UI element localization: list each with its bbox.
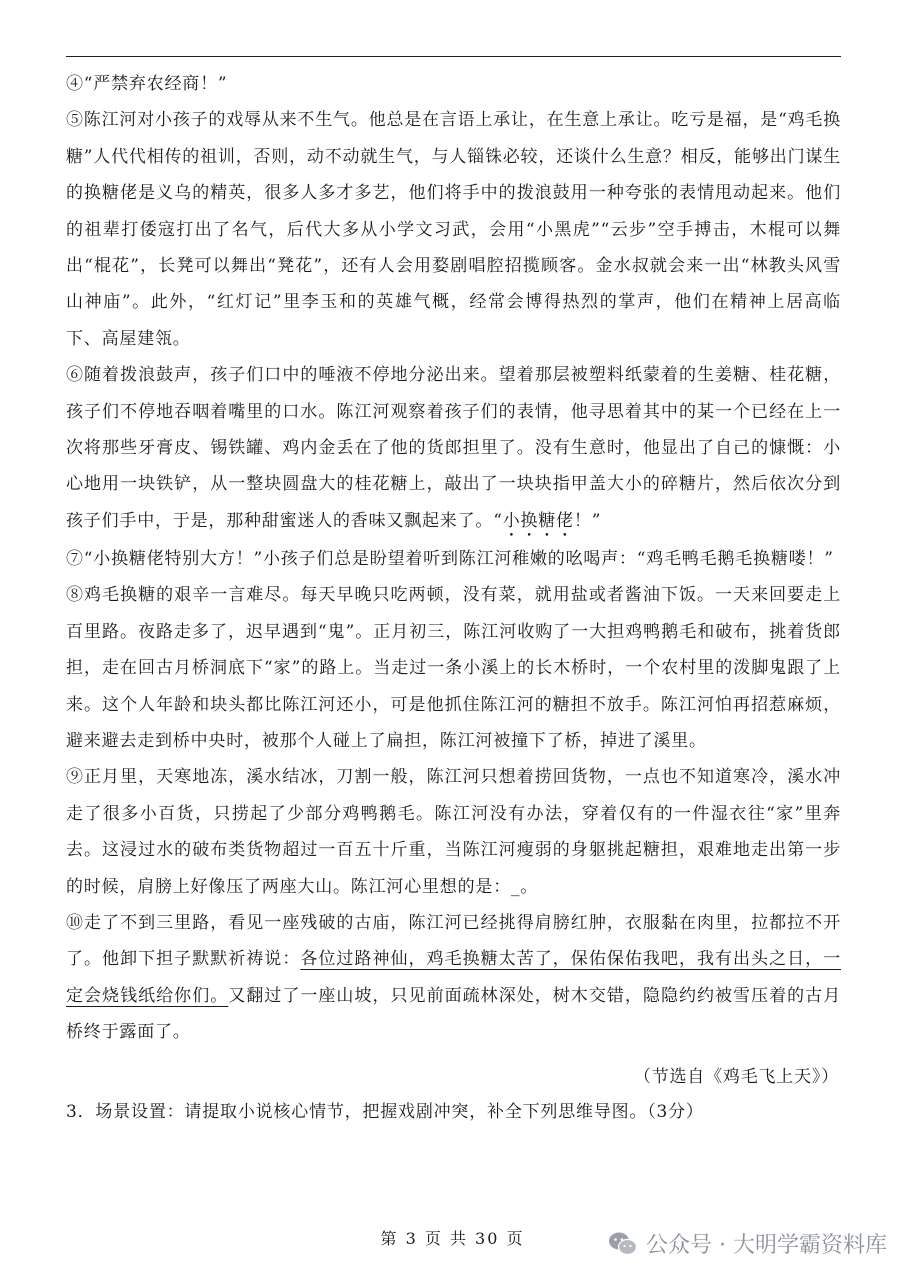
source-note: （节选自《鸡毛飞上天》） bbox=[633, 1067, 839, 1087]
paragraph-10-start: ⑩走了不到三里路，看见一座残破的古庙，陈江河已经挑得肩膀红肿，衣服黏在肉里，拉都拉不开了。他卸下担子默默祈祷说： bbox=[66, 912, 841, 970]
paragraph-7: ⑦“小换糖佬特别大方！”小孩子们总是盼望着听到陈江河稚嫩的吆喝声：“鸡毛鸭毛鹅毛换糖喽！” bbox=[66, 548, 834, 569]
watermark-text: 公众号 · 大明学霸资料库 bbox=[646, 1233, 887, 1258]
paragraph-10 bbox=[66, 905, 841, 1051]
paragraph-6-emphasis: 小换糖佬 bbox=[502, 510, 574, 531]
wechat-icon bbox=[608, 1231, 638, 1257]
top-rule bbox=[66, 56, 841, 57]
paragraph-9: ⑨正月里，天寒地冻，溪水结冰，刀割一般，陈江河只想着捞回货物，一点也不知道寒冷，溪水冲走了很多小百货，只捞起了少部分鸡鸭鹅毛。陈江河没有办法，穿着仅有的一件湿衣往“家”里奔去。这浸过水的破布类货物超过一百五十斤重，当陈江河瘦弱的身躯挑起糖担，艰难地走出第一步的时候，肩膀上好像压了两座大山。陈江河心里想的是：_。 bbox=[66, 767, 841, 897]
paragraph-4: ④“严禁弃农经商！” bbox=[66, 74, 228, 94]
paragraph-6 bbox=[66, 357, 841, 541]
paragraph-10-end: 又翻过了一座山坡，只见前面疏林深处，树木交错，隐隐约约被雪压着的古月桥终于露面了。 bbox=[66, 985, 842, 1043]
paragraph-6-end: ！” bbox=[573, 510, 602, 531]
article-body bbox=[66, 66, 841, 1051]
paragraph-5: ⑤陈江河对小孩子的戏辱从来不生气。他总是在言语上承让，在生意上承让。吃亏是福，是“鸡毛换糖”人代代相传的祖训，否则，动不动就生气，与人锱铢必较，还谈什么生意？相反，能够出门谋生的换糖佬是义乌的精英，很多人多才多艺，他们将手中的拨浪鼓用一种夸张的表情甩动起来。他们的祖辈打倭寇打出了名气，后代大多从小学文习武，会用“小黑虎”“云步”空手搏击，木棍可以舞出“棍花”，长凳可以舞出“凳花”，还有人会用婺剧唱腔招揽顾客。金水叔就会来一出“林教头风雪山神庙”。此外，“红灯记”里李玉和的英雄气概，经常会博得热烈的掌声，他们在精神上居高临下、高屋建瓴。 bbox=[66, 110, 841, 349]
watermark bbox=[608, 1228, 887, 1259]
paragraph-10-underlined: 各位过路神仙，鸡毛换糖太苦了，保佑保佑我吧，我有出头之日，一定会烧钱纸给你们。 bbox=[66, 949, 841, 1006]
page-number: 第 3 页 共 30 页 bbox=[380, 1229, 525, 1248]
question-3: 3．场景设置：请提取小说核心情节，把握戏剧冲突，补全下列思维导图。（3分） bbox=[66, 1102, 704, 1122]
paragraph-6-main: ⑥随着拨浪鼓声，孩子们口中的唾液不停地分泌出来。望着那层被塑料纸蒙着的生姜糖、桂花糖，孩子们不停地吞咽着嘴里的口水。陈江河观察着孩子们的表情，他寻思着其中的某一个已经在上一次将那些牙膏皮、锡铁罐、鸡内金丢在了他的货郎担里了。没有生意时，他显出了自己的慷慨：小心地用一块铁铲，从一整块圆盘大的桂花糖上，敲出了一块块指甲盖大小的碎糖片，然后依次分到孩子们手中，于是，那种甜蜜迷人的香味又飘起来了。“ bbox=[66, 365, 841, 531]
paragraph-8: ⑧鸡毛换糖的艰辛一言难尽。每天早晚只吃两顿，没有菜，就用盐或者酱油下饭。一天来回要走上百里路。夜路走多了，迟早遇到“鬼”。正月初三，陈江河收购了一大担鸡鸭鹅毛和破布，挑着货郎担，走在回古月桥洞底下“家”的路上。当走过一条小溪上的长木桥时，一个农村里的泼脚鬼跟了上来。这个人年龄和块头都比陈江河还小，可是他抓住陈江河的糖担不放手。陈江河怕再招惹麻烦，避来避去走到桥中央时，被那个人碰上了扁担，陈江河被撞下了桥，掉进了溪里。 bbox=[66, 585, 841, 751]
